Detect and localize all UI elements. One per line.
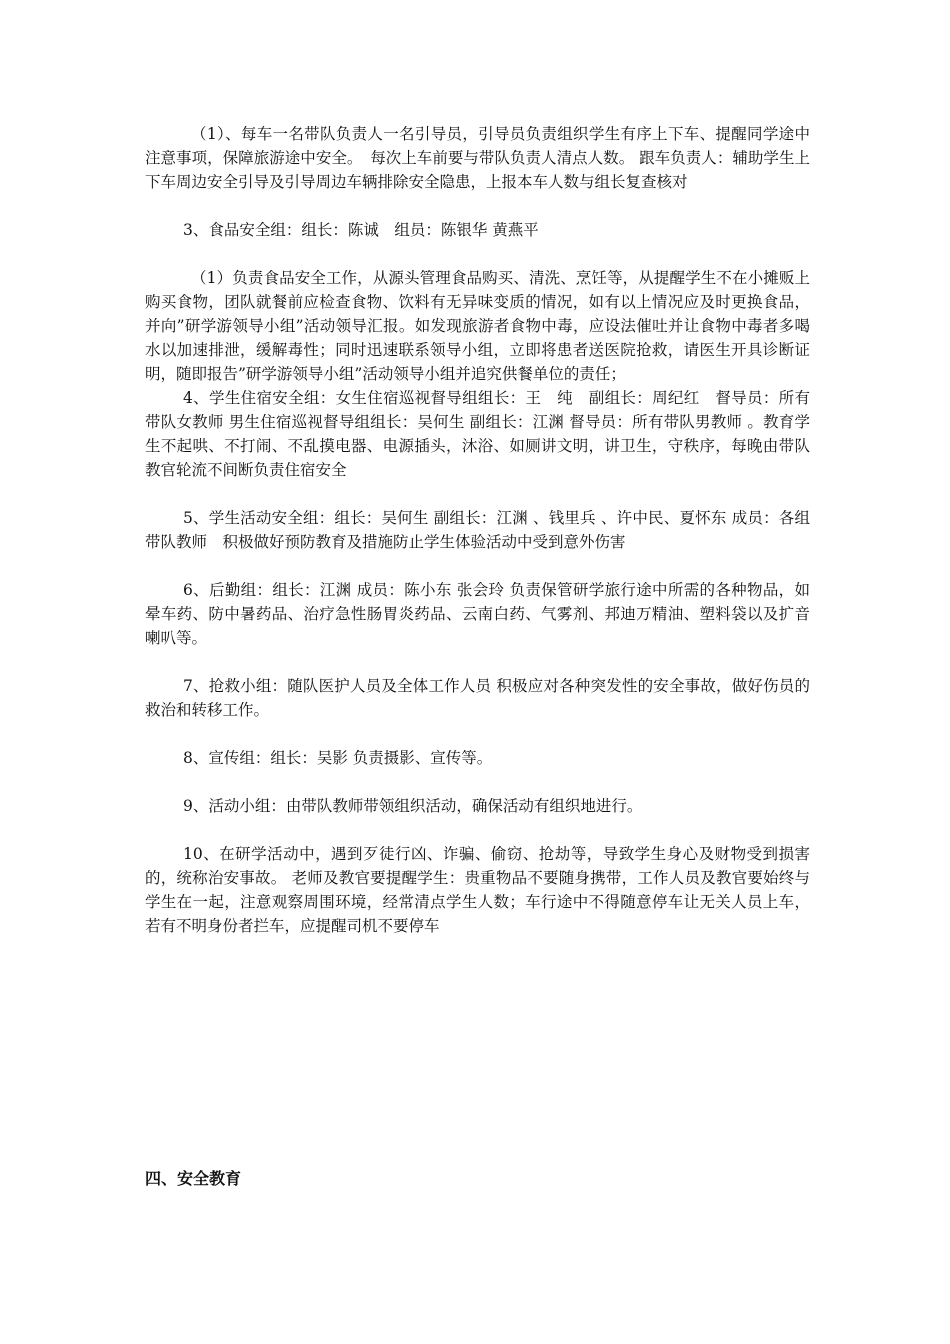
paragraph-food-safety-duty: （1）负责食品安全工作，从源头管理食品购买、清洗、烹饪等，从提醒学生不在小摊贩上购买食物，团队就餐前应检查食物、饮料有无异味变质的情况，如有以上情况应及时更换食品，并向”研学游领导小组”活动领导汇报。如发现旅游者食物中毒，应设法催吐并让食物中毒者多喝水以加速排泄，缓解毒性；同时迅速联系领导小组，立即将患者送医院抢救，请医生开具诊断证明，随即报告”研学游领导小组”活动领导小组并追究供餐单位的责任； (145, 269, 810, 383)
section-heading-safety-education: 四、安全教育 (145, 1169, 242, 1188)
paragraph-publicity: 8、宣传组：组长：吴影 负责摄影、宣传等。 (183, 749, 493, 767)
paragraph-rescue-team: 7、抢救小组：随队医护人员及全体工作人员 积极应对各种突发性的安全事故，做好伤员的救治和转移工作。 (145, 677, 810, 719)
paragraph-activity-team: 9、活动小组：由带队教师带领组织活动，确保活动有组织地进行。 (183, 797, 643, 815)
document-body (145, 122, 810, 938)
paragraph-food-safety-group: 3、食品安全组：组长：陈诚 组员：陈银华 黄燕平 (183, 221, 539, 239)
paragraph-activity-safety: 5、学生活动安全组：组长：吴何生 副组长：江渊 、钱里兵 、许中民、夏怀东 成员：各组带队教师 积极做好预防教育及措施防止学生体验活动中受到意外伤害 (145, 509, 810, 551)
paragraph-logistics: 6、后勤组：组长：江渊 成员：陈小东 张会玲 负责保管研学旅行途中所需的各种物品，如晕车药、防中暑药品、治疗急性肠胃炎药品、云南白药、气雾剂、邦迪万精油、塑料袋以及扩音喇叭等。 (145, 581, 810, 647)
paragraph-vehicle-guide: （1）、每车一名带队负责人一名引导员，引导员负责组织学生有序上下车、提醒同学途中注意事项，保障旅游途中安全。 每次上车前要与带队负责人清点人数。 跟车负责人：辅助学生上下车周边安全引导及引导周边车辆排除安全隐患，上报本车人数与组长复查核对 (145, 125, 810, 191)
paragraph-public-security: 10、在研学活动中，遇到歹徒行凶、诈骗、偷窃、抢劫等，导致学生身心及财物受到损害的，统称治安事故。 老师及教官要提醒学生：贵重物品不要随身携带，工作人员及教官要始终与学生在一起，注意观察周围环境，经常清点学生人数；车行途中不得随意停车让无关人员上车，若有不明身份者拦车，应提醒司机不要停车 (145, 845, 810, 935)
paragraph-accommodation-safety: 4、学生住宿安全组：女生住宿巡视督导组组长：王 纯 副组长：周纪红 督导员：所有带队女教师 男生住宿巡视督导组组长：吴何生 副组长：江渊 督导员：所有带队男教师 。教育学生不起哄、不打闹、不乱摸电器、电源插头，沐浴、如厕讲文明，讲卫生，守秩序，每晚由带队教官轮流不间断负责住宿安全 (145, 389, 810, 479)
